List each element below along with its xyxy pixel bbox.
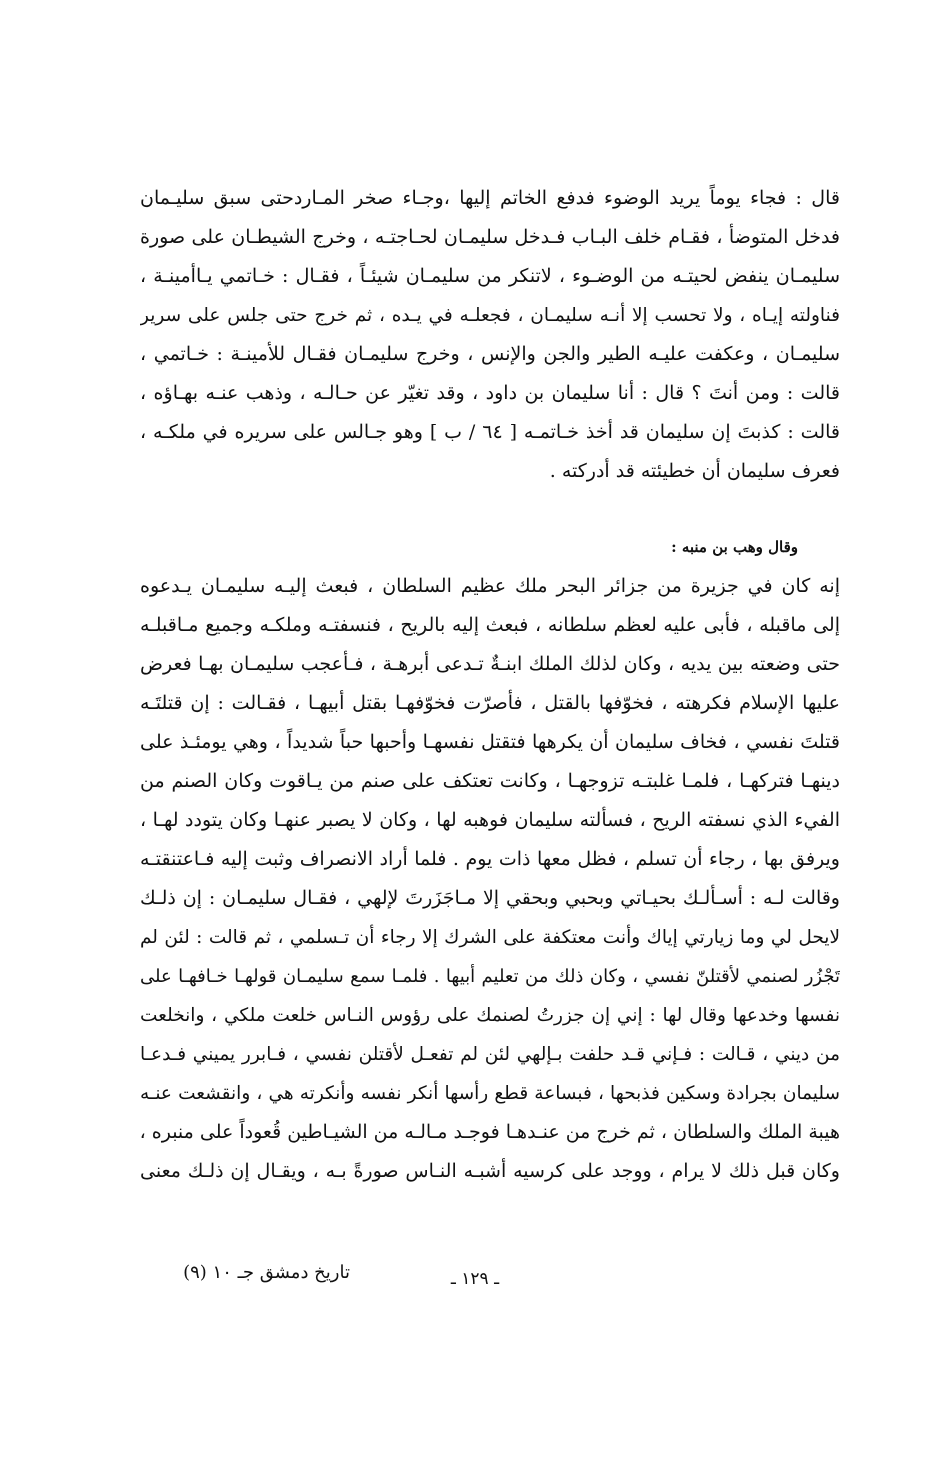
text-line: قالت : كذبتَ إن سليمان قد أخذ خـاتمـه [ ٦٤ / ب ] وهو جـالس على سريره في ملكـه ، (140, 421, 840, 443)
page-number: ـ ١٢٩ ـ (450, 1269, 500, 1289)
text-line: قتلتَ نفسي ، فخاف سليمان أن يكرهها فتقتل نفسهـا وأحبها حباً شديداً ، وهي يومئـذ على (140, 731, 840, 753)
text-line: فدخل المتوضأ ، فقـام خلف البـاب فـدخل سليمـان لحـاجتـه ، وخرج الشيطـان على صورة (140, 226, 840, 248)
text-line: سليمـان ، وعكفت عليـه الطير والجن والإنس ، وخرج سليمـان فقـال للأمينـة : خـاتمي ، (140, 343, 840, 365)
text-line: لايحل لي وما زيارتي إياك وأنت معتكفة على الشرك إلا رجاء أن تـسلمي ، ثم قالت : لئن لم (140, 927, 840, 948)
text-line: وقالت لـه : أسـألـك بحيـاتي وبحبي وبحقي إلا مـاجَزَرتَ لإلهي ، فقـال سليمـان : إن ذلـك (140, 887, 840, 909)
text-line: فعرف سليمان أن خطيئته قد أدركته . (549, 460, 840, 482)
text-line: إلى ماقبله ، فأبى عليه لعظم سلطانه ، فبعث إليه بالريح ، فنسفتـه وملكـه وجميع مـاقبلـه (140, 614, 840, 636)
text-line: قال : فجاء يوماً يريد الوضوء فدفع الخاتم إليها ،وجـاء صخر المـاردحتى سبق سليـمان (140, 187, 840, 209)
text-line: عليها الإسلام فكرهته ، فخوّفها بالقتل ، فأصرّت فخوّفهـا بقتل أبيهـا ، فقـالت : إن قتلتَـه (140, 692, 840, 714)
section-heading: وقال وهب بن منبه : (671, 538, 798, 556)
text-line: تَجْزُر لصنمي لأقتلنّ نفسي ، وكان ذلك من تعليم أبيها . فلمـا سمع سليمـان قولهـا خـافهـا على (140, 966, 840, 987)
paragraph-2 (140, 567, 840, 1191)
text-line: ويرفق بها ، رجاء أن تسلم ، فظل معها ذات يوم . فلما أراد الانصراف وثبت إليه فـاعتنقتـه (140, 848, 840, 870)
paragraph-1 (140, 179, 840, 491)
text-line: من ديني ، قـالت : فـإني قـد حلفت بـإلهي لئن لم تفعـل لأقتلن نفسي ، فـابرر يميني فـدعـا (140, 1044, 840, 1065)
text-line: حتى وضعته بين يديه ، وكان لذلك الملك ابنـةٌ تـدعى أبرهـة ، فـأعجب سليمـان بهـا فعرض (140, 653, 840, 675)
text-line: قالت : ومن أنتَ ؟ قال : أنا سليمان بن داود ، وقد تغيّر عن حـالـه ، وذهب عنـه بهـاؤه ، (140, 382, 840, 404)
text-line: وكان قبل ذلك لا يرام ، ووجد على كرسيه أشبـه النـاس صورةً بـه ، ويقـال إن ذلـك معنى (140, 1160, 840, 1182)
text-line: إنه كان في جزيرة من جزائر البحر ملك عظيم السلطان ، فبعث إليـه سليمـان يـدعوه (140, 575, 840, 597)
text-line: الفيء الذي نسفته الريح ، فسألته سليمان فوهبه لها ، وكان لا يصبر عنهـا وكان يتودد لهـا ، (140, 809, 840, 831)
text-line: هيبة الملك والسلطان ، ثم خرج من عنـدهـا فوجـد مـالـه من الشيـاطين قُعوداً على منبره ، (140, 1121, 840, 1143)
text-line: دينهـا فتركهـا ، فلمـا غلبتـه تزوجهـا ، وكانت تعتكف على صنم من يـاقوت وكان الصنم من (140, 770, 840, 792)
footer-book-title: تاريخ دمشق جـ ١٠ (٩) (183, 1262, 350, 1283)
text-line: فناولته إيـاه ، ولا تحسب إلا أنـه سليمـان ، فجعلـه في يـده ، ثم خرج حتى جلس على سرير (140, 305, 840, 326)
text-line: سليمان بجرادة وسكين فذبحها ، فبساعة قطع رأسها أنكر نفسه وأنكرته هي ، وانقشعت عنـه (140, 1083, 840, 1104)
text-line: سليمـان ينفض لحيتـه من الوضـوء ، لاتنكر من سليمـان شيئـاً ، فقـال : خـاتمي يـاأمينـة ، (140, 265, 840, 287)
text-line: نفسها وخدعها وقال لها : إني إن جزرتُ لصنمك على رؤوس النـاس خلعت ملكي ، وانخلعت (140, 1005, 840, 1026)
